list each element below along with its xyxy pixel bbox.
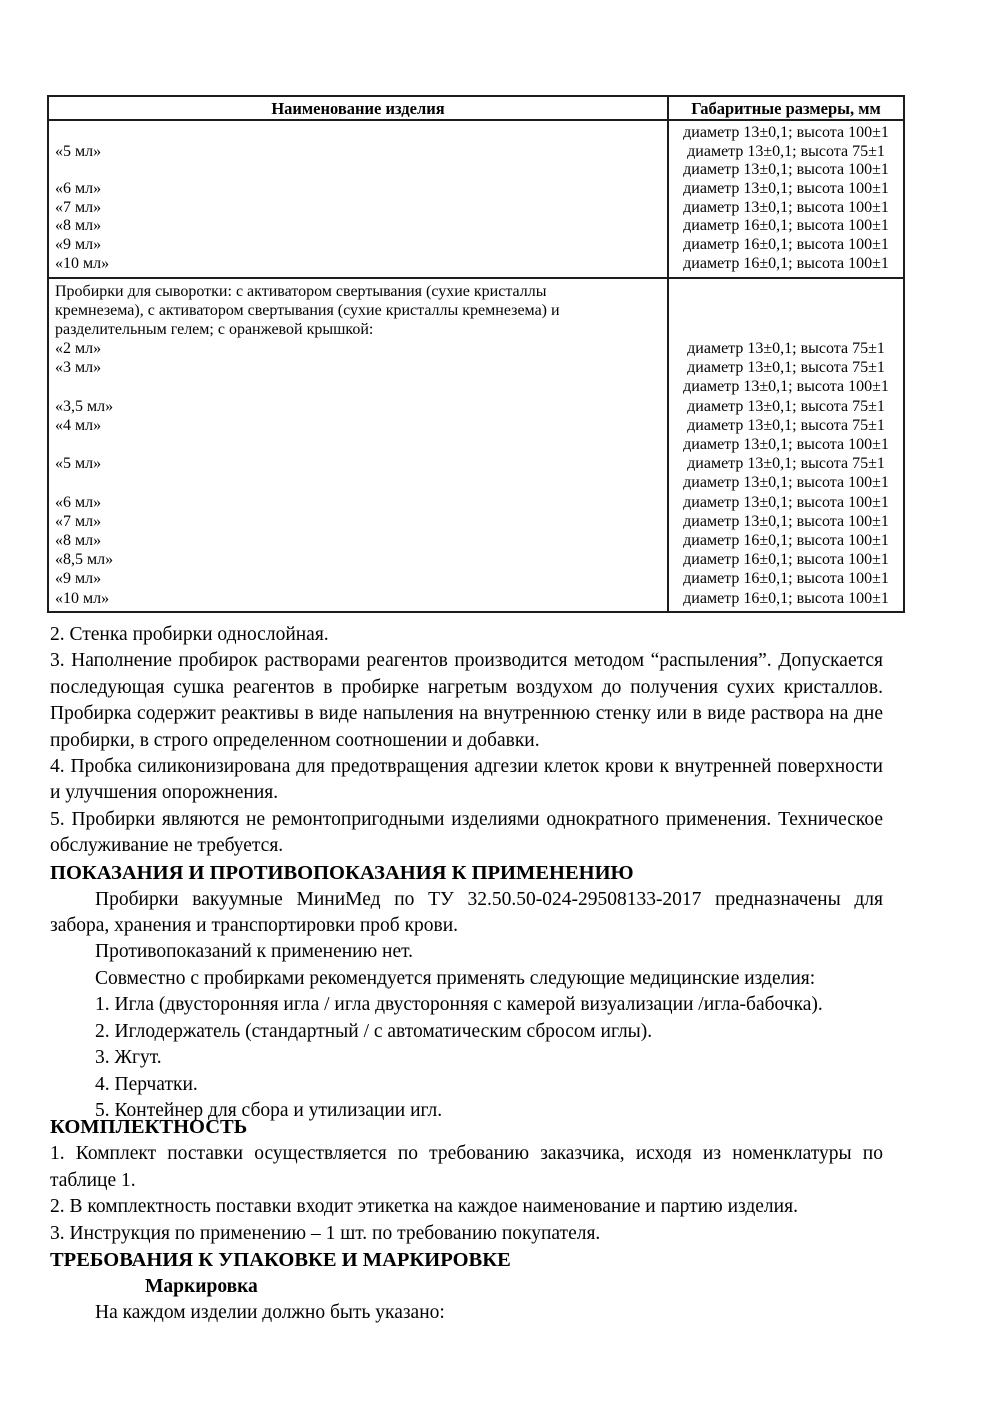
product-size: диаметр 13±0,1; высота 100±1: [683, 493, 889, 511]
product-name: [55, 377, 663, 396]
paragraph-filling: 3. Наполнение пробирок растворами реагентов производится методом “распыления”. Допускается последующая сушка реагентов в пробирке нагретым воздухом до получения сухих кристаллов. Пробирка содержит реактивы в виде напыления на внутреннюю стенку или в виде раствора на дне пробирки, в строго определенном соотношении и добавки.: [50, 650, 883, 751]
list-item: 3. Жгут.: [95, 1047, 162, 1069]
product-name: «4 мл»: [55, 416, 102, 434]
product-name: «9 мл»: [55, 236, 102, 254]
table-block1-names: [49, 121, 669, 279]
product-name: «6 мл»: [55, 180, 102, 198]
section-title-indications: ПОКАЗАНИЯ И ПРОТИВОПОКАЗАНИЯ К ПРИМЕНЕНИЮ: [50, 861, 634, 884]
marking-subheading: Маркировка: [145, 1275, 258, 1297]
table-header-product-name: Наименование изделия: [49, 97, 669, 121]
product-name: [55, 473, 663, 492]
product-size: диаметр 13±0,1; высота 75±1: [687, 142, 885, 160]
product-size: диаметр 13±0,1; высота 100±1: [683, 436, 889, 454]
product-size: диаметр 13±0,1; высота 75±1: [687, 455, 885, 473]
table-header-dimensions: Габаритные размеры, мм: [669, 97, 903, 121]
product-size: диаметр 13±0,1; высота 100±1: [683, 180, 889, 198]
indications-recommended: Совместно с пробирками рекомендуется применять следующие медицинские изделия:: [95, 967, 816, 989]
marking-intro: На каждом изделии должно быть указано:: [95, 1302, 445, 1324]
product-size: диаметр 16±0,1; высота 100±1: [683, 551, 889, 569]
table-block1-sizes: [669, 121, 903, 279]
product-size: диаметр 13±0,1; высота 100±1: [683, 378, 889, 396]
product-name: «10 мл»: [55, 254, 110, 272]
product-size: диаметр 16±0,1; высота 100±1: [683, 217, 889, 235]
serum-tubes-description: [55, 282, 663, 340]
paragraph-stopper: 4. Пробка силиконизирована для предотвращения адгезии клеток крови к внутренней поверхности и улучшения опорожнения.: [50, 756, 883, 804]
product-name: «9 мл»: [55, 570, 102, 588]
description-offset-spacer: [669, 282, 903, 340]
product-size: диаметр 16±0,1; высота 100±1: [683, 531, 889, 549]
list-item: 4. Перчатки.: [95, 1073, 198, 1095]
list-item: 1. Игла (двусторонняя игла / игла двусторонняя с камерой визуализации /игла-бабочка).: [95, 994, 823, 1016]
product-name: «8,5 мл»: [55, 551, 114, 569]
product-name: «10 мл»: [55, 589, 110, 607]
list-item: 2. Иглодержатель (стандартный / с автоматическим сбросом иглы).: [95, 1020, 653, 1042]
serum-tubes-size-list: [669, 339, 903, 608]
product-size: диаметр 16±0,1; высота 100±1: [683, 570, 889, 588]
product-size: диаметр 13±0,1; высота 75±1: [687, 416, 885, 434]
product-size: диаметр 13±0,1; высота 75±1: [687, 340, 885, 358]
completeness-item-2: 2. В комплектность поставки входит этикетка на каждое наименование и партию изделия.: [50, 1196, 798, 1218]
product-name: «7 мл»: [55, 198, 102, 216]
table-block2-names: [49, 279, 669, 611]
indications-contra: Противопоказаний к применению нет.: [95, 941, 414, 963]
description-line: Пробирки для сыворотки: с активатором свертывания (сухие кристаллы: [55, 282, 547, 300]
product-name: «3 мл»: [55, 359, 102, 377]
product-size: диаметр 13±0,1; высота 100±1: [683, 512, 889, 530]
product-spec-table: [47, 95, 905, 613]
product-name: «8 мл»: [55, 531, 102, 549]
product-size: диаметр 13±0,1; высота 100±1: [683, 474, 889, 492]
product-size: диаметр 16±0,1; высота 100±1: [683, 236, 889, 254]
completeness-item-3: 3. Инструкция по применению – 1 шт. по требованию покупателя.: [50, 1222, 601, 1244]
description-line: разделительным гелем; с оранжевой крышкой:: [55, 320, 374, 338]
product-name: «2 мл»: [55, 340, 102, 358]
description-line: кремнезема), с активатором свертывания (сухие кристаллы кремнезема) и: [55, 301, 560, 319]
section-title-packaging: ТРЕБОВАНИЯ К УПАКОВКЕ И МАРКИРОВКЕ: [50, 1248, 511, 1271]
list-item: 5. Контейнер для сбора и утилизации игл.: [95, 1099, 443, 1121]
product-size: диаметр 16±0,1; высота 100±1: [683, 589, 889, 607]
product-size: диаметр 13±0,1; высота 75±1: [687, 397, 885, 415]
recommended-devices-list: [50, 992, 883, 1124]
product-name: «3,5 мл»: [55, 397, 114, 415]
paragraph-wall: 2. Стенка пробирки однослойная.: [50, 624, 329, 645]
table-block2-sizes: [669, 279, 903, 611]
product-name: [55, 124, 663, 143]
product-size: диаметр 16±0,1; высота 100±1: [683, 254, 889, 272]
serum-tubes-name-list: [55, 339, 663, 608]
product-name: «5 мл»: [55, 455, 102, 473]
completeness-item-1: 1. Комплект поставки осуществляется по требованию заказчика, исходя из номенклатуры по таблице 1.: [50, 1143, 883, 1191]
product-size: диаметр 13±0,1; высота 75±1: [687, 359, 885, 377]
product-name: «7 мл»: [55, 512, 102, 530]
product-name: «6 мл»: [55, 493, 102, 511]
product-name: «8 мл»: [55, 217, 102, 235]
product-name: [55, 435, 663, 454]
product-size: диаметр 13±0,1; высота 100±1: [683, 124, 889, 141]
indications-purpose: Пробирки вакуумные МиниМед по ТУ 32.50.50-024-29508133-2017 предназначены для забора, хранения и транспортировки проб крови.: [50, 888, 883, 937]
product-name: [55, 161, 663, 180]
product-size: диаметр 13±0,1; высота 100±1: [683, 161, 889, 179]
section-title-completeness: КОМПЛЕКТНОСТЬ: [50, 1116, 248, 1139]
product-size: диаметр 13±0,1; высота 100±1: [683, 198, 889, 216]
document-body: [50, 622, 883, 1327]
paragraph-single-use: 5. Пробирки являются не ремонтопригодными изделиями однократного применения. Техническое обслуживание не требуется.: [50, 808, 883, 857]
product-name: «5 мл»: [55, 142, 102, 160]
